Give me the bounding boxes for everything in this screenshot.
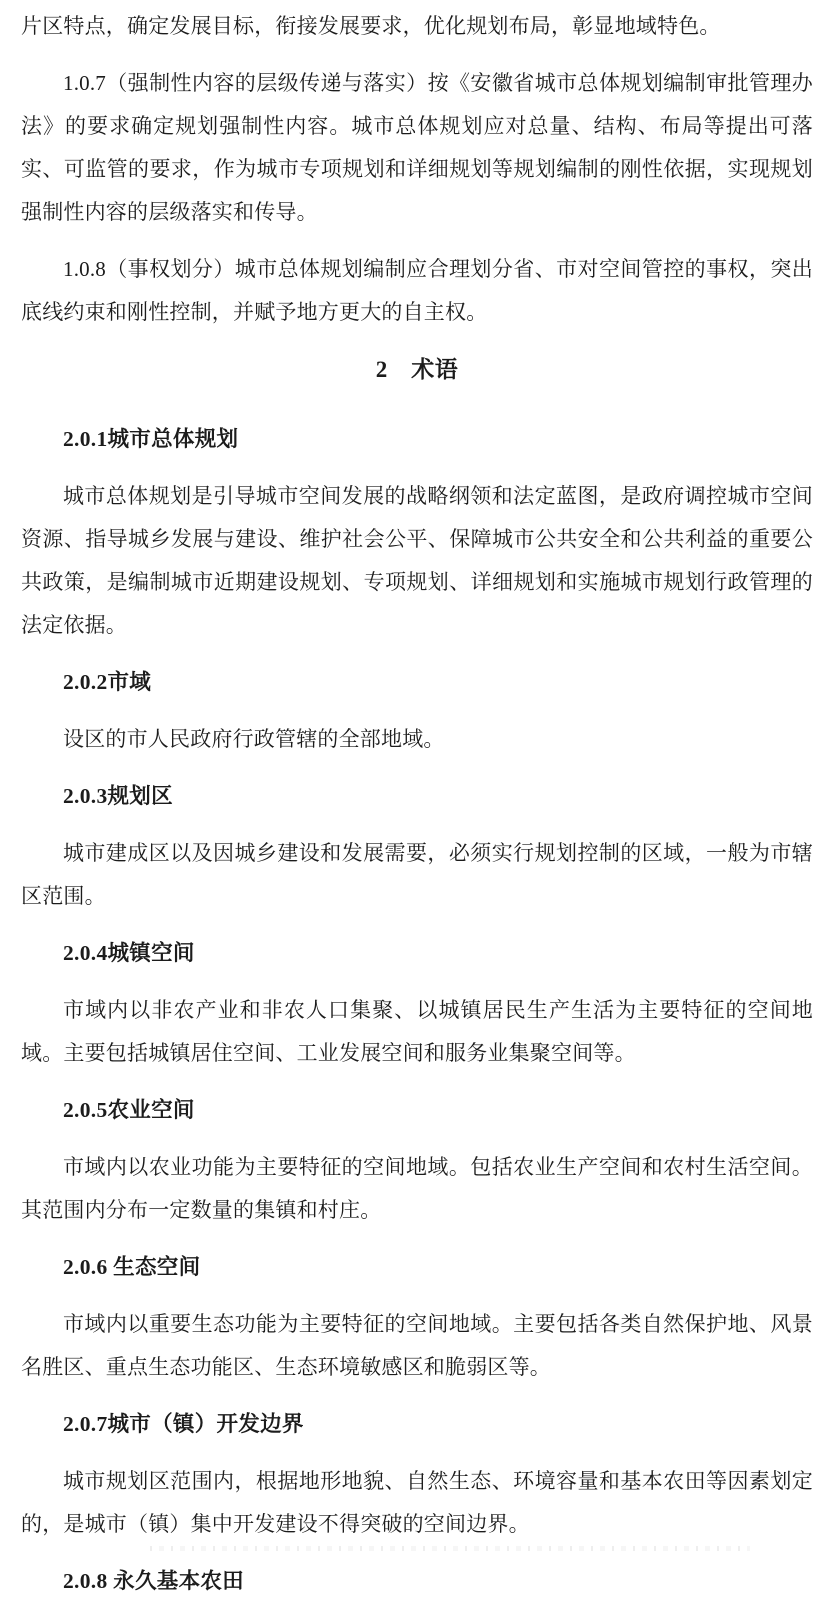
paragraph: 城市总体规划是引导城市空间发展的战略纲领和法定蓝图，是政府调控城市空间资源、指导城乡发展与建设、维护社会公平、保障城市公共安全和公共利益的重要公共政策，是编制城市近期建设规划、专项规划、详细规划和实施城市规划行政管理的法定依据。 bbox=[21, 484, 813, 637]
paragraph: 城市规划区范围内，根据地形地貌、自然生态、环境容量和基本农田等因素划定的，是城市（镇）集中开发建设不得突破的空间边界。 bbox=[21, 1469, 813, 1536]
document-content bbox=[21, 5, 813, 1603]
paragraph: 城市建成区以及因城乡建设和发展需要，必须实行规划控制的区域，一般为市辖区范围。 bbox=[21, 841, 813, 908]
section-heading: 2.0.6 生态空间 bbox=[63, 1255, 201, 1279]
paragraph: 设区的市人民政府行政管辖的全部地域。 bbox=[63, 727, 445, 751]
paragraph: 市域内以非农产业和非农人口集聚、以城镇居民生产生活为主要特征的空间地域。主要包括城镇居住空间、工业发展空间和服务业集聚空间等。 bbox=[21, 998, 813, 1065]
section-heading: 2.0.3规划区 bbox=[63, 784, 173, 808]
section-heading: 2.0.1城市总体规划 bbox=[63, 427, 239, 451]
section-heading: 2.0.7城市（镇）开发边界 bbox=[63, 1412, 304, 1436]
section-heading: 2.0.4城镇空间 bbox=[63, 941, 195, 965]
paragraph: 市域内以农业功能为主要特征的空间地域。包括农业生产空间和农村生活空间。其范围内分布一定数量的集镇和村庄。 bbox=[21, 1155, 813, 1222]
paragraph: 1.0.7（强制性内容的层级传递与落实）按《安徽省城市总体规划编制审批管理办法》的要求确定规划强制性内容。城市总体规划应对总量、结构、布局等提出可落实、可监管的要求，作为城市专项规划和详细规划等规划编制的刚性依据，实现规划强制性内容的层级落实和传导。 bbox=[21, 71, 813, 224]
section-heading: 2.0.5农业空间 bbox=[63, 1098, 195, 1122]
section-heading: 2.0.2市域 bbox=[63, 670, 152, 694]
paragraph: 1.0.8（事权划分）城市总体规划编制应合理划分省、市对空间管控的事权，突出底线约束和刚性控制，并赋予地方更大的自主权。 bbox=[21, 257, 813, 324]
paragraph: 市域内以重要生态功能为主要特征的空间地域。主要包括各类自然保护地、风景名胜区、重点生态功能区、生态环境敏感区和脆弱区等。 bbox=[21, 1312, 813, 1379]
clipped-next-line bbox=[150, 1546, 750, 1551]
paragraph: 片区特点，确定发展目标，衔接发展要求，优化规划布局，彰显地域特色。 bbox=[21, 14, 721, 38]
section-heading: 2.0.8 永久基本农田 bbox=[63, 1569, 244, 1593]
chapter-heading: 2 术语 bbox=[375, 357, 459, 382]
